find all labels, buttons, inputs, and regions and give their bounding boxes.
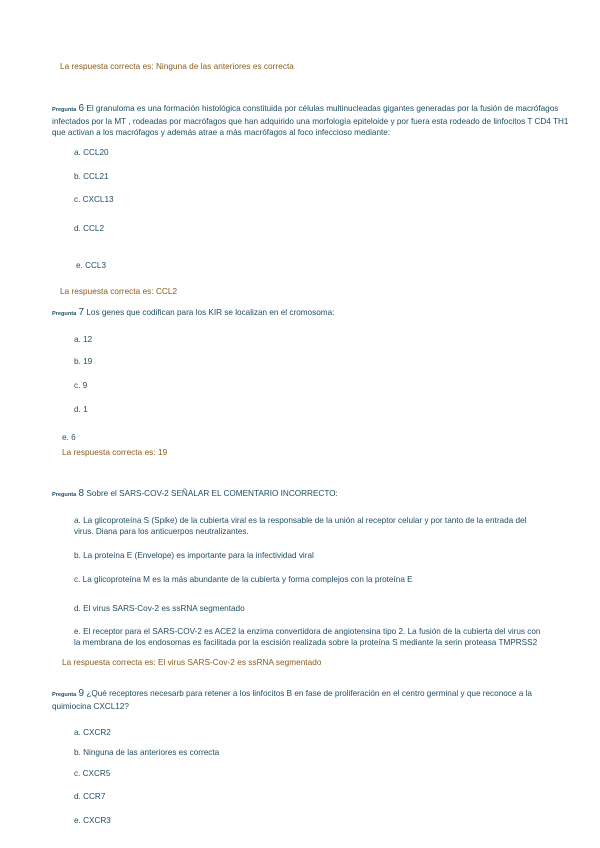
option-d[interactable]: d. CCR7 — [74, 792, 106, 801]
question-text: Sobre el SARS-COV-2 SEÑALAR EL COMENTARIO INCORRECTO: — [86, 489, 338, 498]
option-a[interactable]: a. La glicoproteína S (Spike) de la cubierta viral es la responsable de la unión al receptor celular y por tanto de la entrada del virus. Diana para los anticuerpos neutralizantes. — [74, 516, 527, 536]
correct-answer: La respuesta correcta es: 19 — [62, 448, 168, 457]
option-a[interactable]: a. CCL20 — [74, 148, 109, 157]
option-c[interactable]: c. CXCL13 — [74, 195, 114, 204]
option-b[interactable]: b. Ninguna de las anteriores es correcta — [74, 748, 220, 757]
question-label: Pregunta — [52, 311, 77, 317]
question-label: Pregunta — [52, 492, 77, 498]
option-e[interactable]: e. CCL3 — [76, 261, 107, 270]
question-number: 6 — [78, 103, 85, 114]
question-7 — [52, 307, 572, 320]
question-9 — [52, 688, 552, 712]
question-label: Pregunta — [52, 692, 77, 698]
option-c[interactable]: c. La glicoproteína M es la más abundante de la cubierta y forma complejos con la proteína E — [74, 575, 413, 584]
correct-answer: La respuesta correcta es: CCL2 — [60, 287, 178, 296]
question-8 — [52, 488, 572, 501]
option-a[interactable]: a. CXCR2 — [74, 728, 111, 737]
question-number: 8 — [78, 488, 85, 499]
option-d[interactable]: d. 1 — [74, 405, 88, 414]
question-text: El granuloma es una formación histológica constituida por células multinucleadas gigantes generadas por la fusión de macrófagos infectados por la MT , rodeadas por macrófagos que han adquirido una morfología epiteloide y por fuera esta rodeado de linfocitos T CD4 TH1 que activan a los macrófagos y además atrae a más macrófagos al foco infeccioso mediante: — [52, 104, 569, 137]
option-c[interactable]: c. CXCR5 — [74, 769, 111, 778]
question-number: 9 — [78, 688, 85, 699]
option-a[interactable]: a. 12 — [74, 335, 93, 344]
correct-answer: La respuesta correcta es: El virus SARS-Cov-2 es ssRNA segmentado — [62, 658, 322, 667]
question-text: Los genes que codifican para los KIR se localizan en el cromosoma: — [86, 308, 335, 317]
question-number: 7 — [78, 307, 85, 318]
option-d[interactable]: d. CCL2 — [74, 224, 105, 233]
option-e[interactable]: e. 6 — [62, 433, 76, 442]
option-e[interactable]: e. El receptor para el SARS-COV-2 es ACE2 la enzima convertidora de angiotensina tipo 2. La fusión de la cubierta del virus con la membrana de los endosomas es facilitada por la escisión realizada sobre la proteína S mediante la serin proteasa TMPRSS2 — [74, 627, 541, 647]
option-b[interactable]: b. CCL21 — [74, 172, 109, 181]
question-6 — [52, 103, 572, 138]
option-b[interactable]: b. La proteína E (Envelope) es importante para la infectividad viral — [74, 551, 314, 560]
question-text: ¿Qué receptores necesarb para retener a los linfocitos B en fase de proliferación en el centro germinal y que reconoce a la quimiocina CXCL12? — [52, 689, 532, 711]
option-b[interactable]: b. 19 — [74, 357, 93, 366]
question-label: Pregunta — [52, 107, 77, 113]
previous-answer: La respuesta correcta es: Ninguna de las anteriores es correcta — [60, 62, 294, 71]
option-e[interactable]: e. CXCR3 — [74, 816, 111, 825]
option-c[interactable]: c. 9 — [74, 381, 88, 390]
option-d[interactable]: d. El virus SARS-Cov-2 es ssRNA segmentado — [74, 604, 245, 613]
